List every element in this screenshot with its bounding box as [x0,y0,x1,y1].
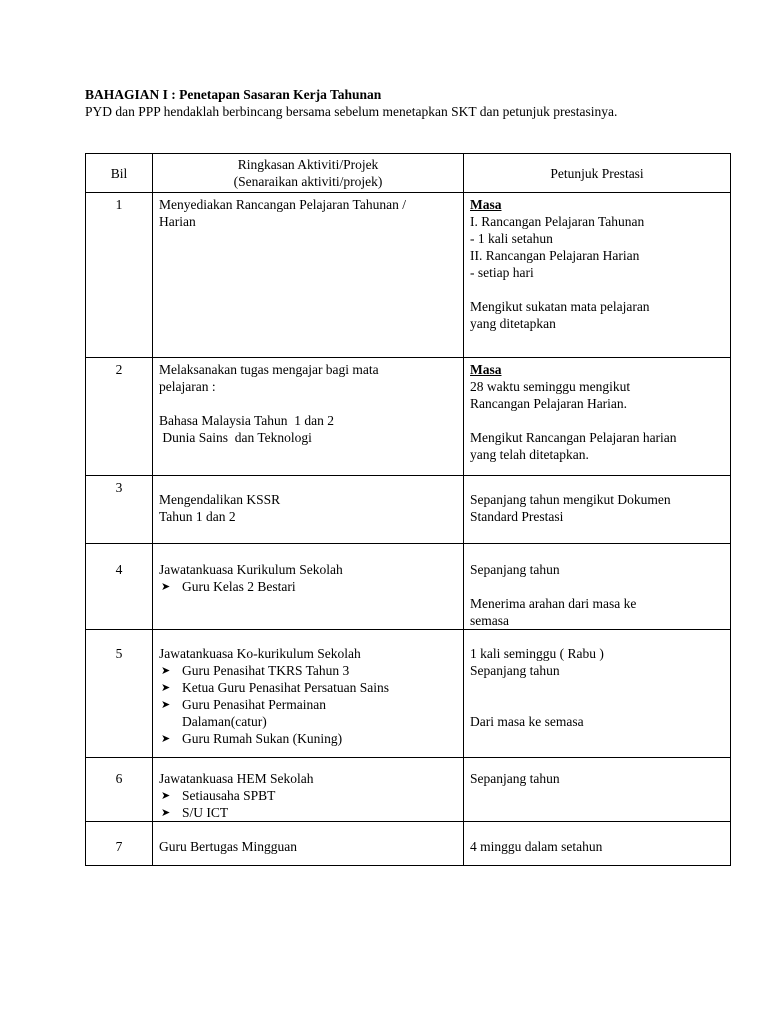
arrow-bullet-icon: ➤ [161,806,171,819]
header-indicator [464,154,731,193]
arrow-bullet-icon: ➤ [161,664,171,677]
row-bil [86,758,153,822]
list-item [159,730,457,747]
row-bil-value: 3 [115,480,123,495]
indicator-line: Sepanjang tahun mengikut Dokumen [470,492,671,507]
row-bil-value: 2 [115,362,123,377]
row-indicator [464,193,731,358]
table-header-row [86,154,731,193]
indicator-title: Masa [470,362,502,377]
activity-line: Jawatankuasa HEM Sekolah [159,771,314,786]
header-bil [86,154,153,193]
activity-line: Menyediakan Rancangan Pelajaran Tahunan / [159,197,406,212]
document-page [85,86,692,854]
table-row [86,758,731,822]
indicator-note: Mengikut sukatan mata pelajaran [470,299,650,314]
header-activity [153,154,464,193]
bullet-text: S/U ICT [182,805,229,820]
intro-paragraph: PYD dan PPP hendaklah berbincang bersama sebelum menetapkan SKT dan petunjuk prestasinya. [85,104,618,119]
list-item [159,787,457,804]
row-indicator [464,758,731,822]
header-bil-label: Bil [110,165,128,181]
bullet-text: Setiausaha SPBT [182,788,276,803]
row-bil-value: 5 [115,646,123,661]
row-bil-value: 6 [115,771,123,786]
header-activity-line2: (Senaraikan aktiviti/projek) [233,174,383,189]
table-row [86,476,731,544]
skt-table [85,153,731,866]
row-bil-value: 1 [115,197,123,212]
bullet-list [159,787,457,821]
indicator-line: 1 kali seminggu ( Rabu ) [470,646,604,661]
row-activity [153,822,464,866]
activity-line: Tahun 1 dan 2 [159,509,236,524]
indicator-note: Menerima arahan dari masa ke [470,596,637,611]
indicator-line: - 1 kali setahun [470,231,553,246]
indicator-note: yang telah ditetapkan. [470,447,589,462]
row-bil [86,193,153,358]
header-activity-line1: Ringkasan Aktiviti/Projek [237,157,379,172]
indicator-note: Dari masa ke semasa [470,714,584,729]
activity-line: Harian [159,214,196,229]
indicator-title: Masa [470,197,502,212]
bullet-text: Guru Kelas 2 Bestari [182,579,296,594]
row-indicator [464,630,731,758]
row-bil [86,822,153,866]
table-row [86,193,731,358]
bullet-text: Ketua Guru Penasihat Persatuan Sains [182,680,389,695]
indicator-note: semasa [470,613,509,628]
arrow-bullet-icon: ➤ [161,732,171,745]
indicator-line: I. Rancangan Pelajaran Tahunan [470,214,645,229]
indicator-line: Rancangan Pelajaran Harian. [470,396,628,411]
row-bil [86,544,153,630]
table-row [86,630,731,758]
activity-line: pelajaran : [159,379,216,394]
activity-subject: Bahasa Malaysia Tahun 1 dan 2 [159,413,335,428]
row-bil [86,358,153,476]
activity-line: Melaksanakan tugas mengajar bagi mata [159,362,379,377]
row-indicator [464,822,731,866]
row-bil-value: 4 [115,562,123,577]
bullet-text: Guru Rumah Sukan (Kuning) [182,731,343,746]
arrow-bullet-icon: ➤ [161,698,171,711]
activity-line: Jawatankuasa Ko-kurikulum Sekolah [159,646,361,661]
arrow-bullet-icon: ➤ [161,580,171,593]
row-activity [153,544,464,630]
activity-line: Mengendalikan KSSR [159,492,281,507]
row-bil-value: 7 [115,839,123,854]
indicator-line: - setiap hari [470,265,534,280]
indicator-line: 28 waktu seminggu mengikut [470,379,631,394]
row-bil [86,630,153,758]
bullet-list [159,578,457,595]
arrow-bullet-icon: ➤ [161,789,171,802]
row-activity [153,358,464,476]
list-item [159,679,457,696]
row-activity [153,193,464,358]
list-item [159,696,457,730]
table-row [86,544,731,630]
activity-line: Guru Bertugas Mingguan [159,839,297,854]
row-activity [153,758,464,822]
activity-subject: Dunia Sains dan Teknologi [159,430,312,445]
bullet-list [159,662,457,747]
arrow-bullet-icon: ➤ [161,681,171,694]
bullet-text: Guru Penasihat Permainan Dalaman(catur) [182,697,326,729]
activity-line: Jawatankuasa Kurikulum Sekolah [159,562,343,577]
row-indicator [464,358,731,476]
list-item [159,578,457,595]
indicator-line: 4 minggu dalam setahun [470,839,603,854]
header-indicator-label: Petunjuk Prestasi [550,165,644,181]
table-row [86,358,731,476]
list-item [159,804,457,821]
row-activity [153,630,464,758]
list-item [159,662,457,679]
row-bil [86,476,153,544]
indicator-line: II. Rancangan Pelajaran Harian [470,248,640,263]
table-row [86,822,731,866]
row-indicator [464,544,731,630]
section-heading: BAHAGIAN I : Penetapan Sasaran Kerja Tahunan [85,87,382,102]
indicator-line: Standard Prestasi [470,509,564,524]
indicator-line: Sepanjang tahun [470,771,560,786]
row-indicator [464,476,731,544]
indicator-line: Sepanjang tahun [470,562,560,577]
indicator-note: Mengikut Rancangan Pelajaran harian [470,430,677,445]
row-activity [153,476,464,544]
bullet-text: Guru Penasihat TKRS Tahun 3 [182,663,350,678]
indicator-note: yang ditetapkan [470,316,556,331]
indicator-line: Sepanjang tahun [470,663,560,678]
